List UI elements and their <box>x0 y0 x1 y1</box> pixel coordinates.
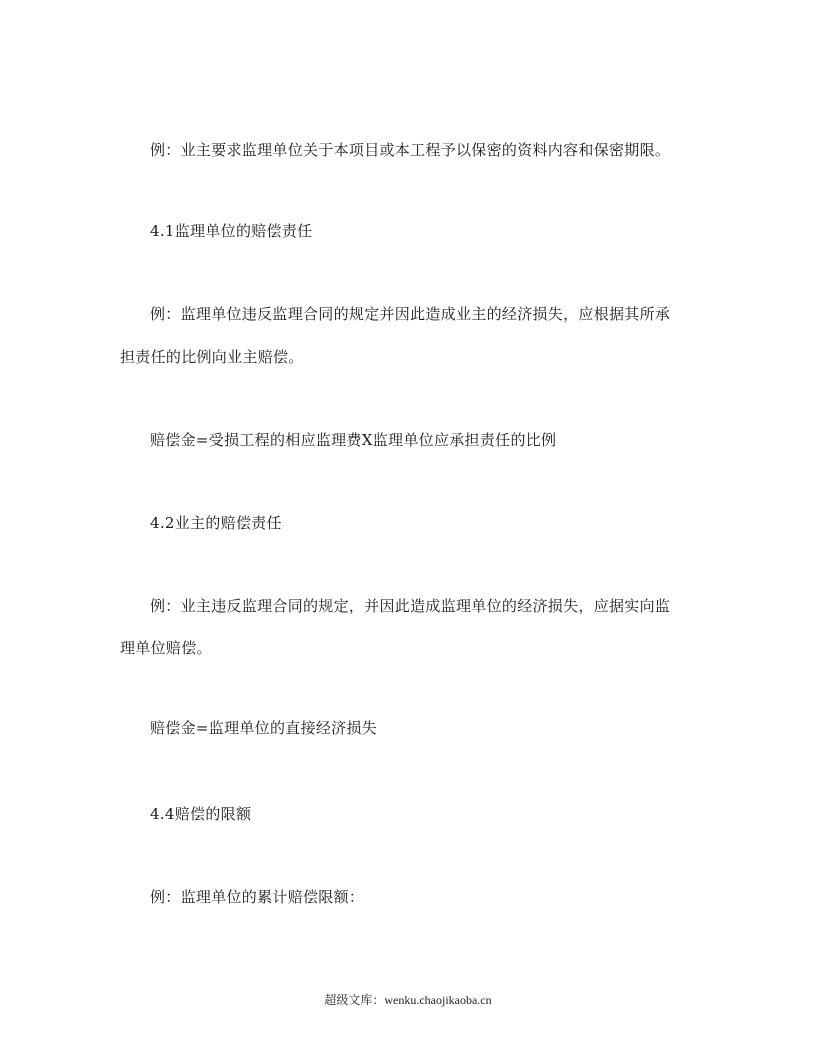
heading-4-1: 4.1监理单位的赔偿责任 <box>150 222 313 240</box>
formula-owner-compensation: 赔偿金=监理单位的直接经济损失 <box>150 719 378 737</box>
paragraph-supervisor-liability-line1: 例：监理单位违反监理合同的规定并因此造成业主的经济损失，应根据其所承 <box>150 305 671 323</box>
heading-4-2: 4.2业主的赔偿责任 <box>150 514 282 532</box>
paragraph-owner-liability-line2: 理单位赔偿。 <box>120 639 212 657</box>
paragraph-owner-liability-line1: 例：业主违反监理合同的规定，并因此造成监理单位的经济损失，应据实向监 <box>150 597 671 615</box>
page-footer: 超级文库：wenku.chaojikaoba.cn <box>324 993 492 1007</box>
formula-supervisor-compensation: 赔偿金=受损工程的相应监理费X监理单位应承担责任的比例 <box>150 431 557 449</box>
paragraph-supervisor-liability-line2: 担责任的比例向业主赔偿。 <box>120 348 304 366</box>
paragraph-compensation-limit-example: 例：监理单位的累计赔偿限额： <box>150 888 365 906</box>
heading-4-4: 4.4赔偿的限额 <box>150 805 252 823</box>
paragraph-confidentiality-example: 例：业主要求监理单位关于本项目或本工程予以保密的资料内容和保密期限。 <box>150 141 671 159</box>
